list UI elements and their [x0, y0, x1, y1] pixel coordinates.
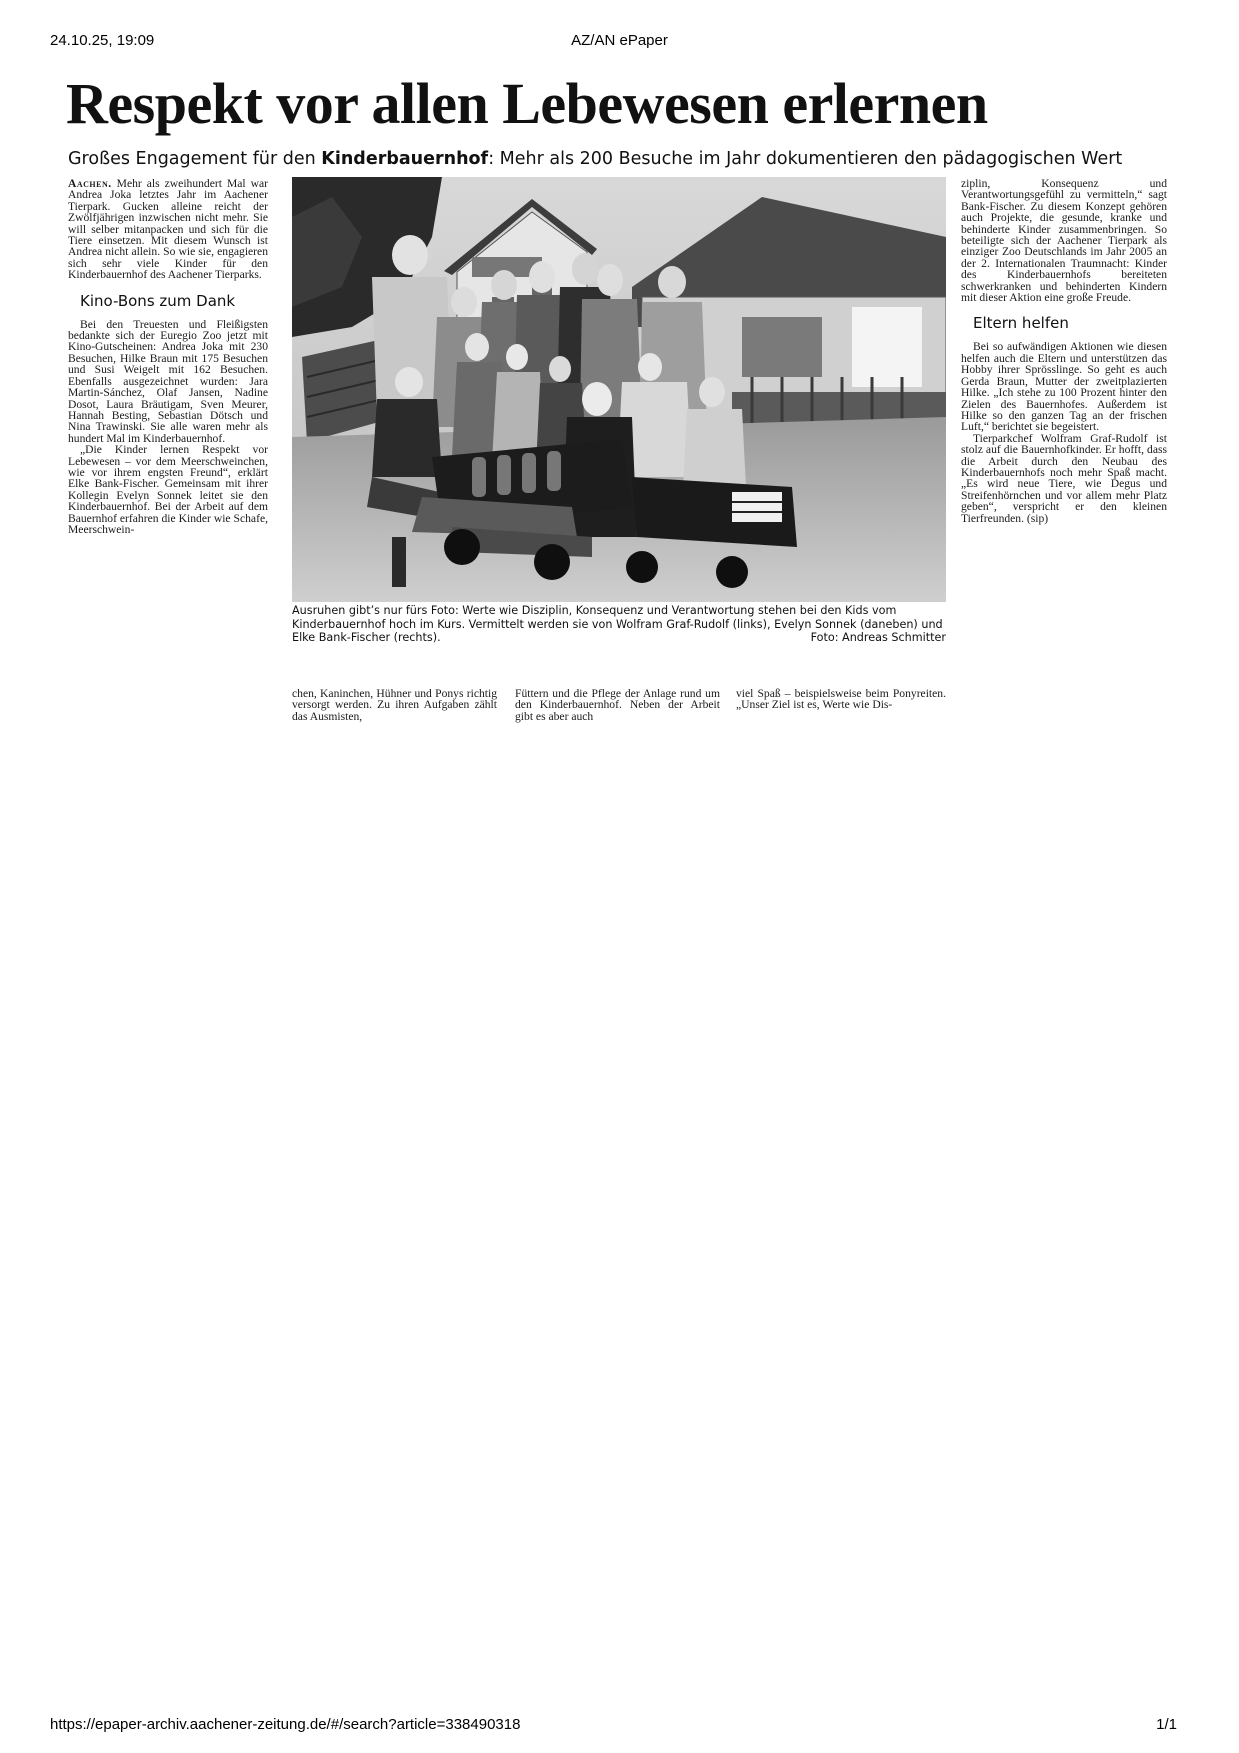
paragraph: chen, Kaninchen, Hühner und Ponys richtig versorgt werden. Zu ihren Aufgaben zählt das Ausmisten, — [292, 687, 497, 723]
photo-caption — [292, 604, 946, 645]
print-datetime: 24.10.25, 19:09 — [50, 32, 155, 49]
print-footer — [0, 1716, 1239, 1736]
article-subhead — [68, 148, 1168, 170]
dateline: Aachen. — [68, 177, 112, 190]
paragraph — [68, 178, 268, 281]
section-subheading: Kino-Bons zum Dank — [80, 291, 236, 310]
paragraph: Bei den Treuesten und Fleißigsten bedankte sich der Euregio Zoo jetzt mit Kino-Gutscheinen: Andrea Joka mit 230 Besuchen, Hilke Braun mit 175 Besuchen und Susi Weigelt mit 162 Besuchen. Ebenfalls ausgezeichnet wurden: Jara Martin-Sánchez, Olaf Jansen, Nadine Dosot, Laura Bräutigam, Sven Meurer, Hannah Besting, Sebastian Dötsch und Nina Trawinski. Sie alle waren mehr als hundert Mal im Kinderbauernhof. — [68, 317, 268, 445]
section-subheading: Eltern helfen — [973, 314, 1069, 333]
subhead-post: : Mehr als 200 Besuche im Jahr dokumentieren den pädagogischen Wert — [488, 149, 1123, 169]
paragraph: Füttern und die Pflege der Anlage rund um den Kinderbauernhof. Neben der Arbeit gibt es aber auch — [515, 687, 720, 723]
photo-credit: Foto: Andreas Schmitter — [810, 631, 946, 644]
caption-text: Ausruhen gibt’s nur fürs Foto: Werte wie Disziplin, Konsequenz und Verantwortung stehen bei den Kids vom Kinderbauernhof hoch im Kurs. Vermittelt werden sie von Wolfram Graf-Rudolf (links), Evelyn Sonnek (daneben) und Elke Bank-Fischer (rechts). — [292, 604, 943, 644]
page-url: https://epaper-archiv.aachener-zeitung.de/#/search?article=338490318 — [50, 1716, 521, 1733]
subhead-bold: Kinderbauernhof — [321, 149, 489, 169]
print-header — [0, 32, 1239, 52]
subhead-pre: Großes Engagement für den — [68, 149, 322, 169]
article-column-3 — [515, 687, 720, 723]
group-photo-image — [292, 177, 946, 602]
print-title: AZ/AN ePaper — [571, 32, 668, 49]
paragraph: viel Spaß – beispielsweise beim Ponyreiten. „Unser Ziel ist es, Werte wie Dis- — [736, 687, 946, 712]
article-column-1 — [68, 178, 268, 535]
article-photo — [292, 177, 946, 602]
newspaper-article — [60, 68, 1180, 723]
page-number: 1/1 — [1156, 1716, 1177, 1733]
paragraph: ziplin, Konsequenz und Verantwortungsgefühl zu vermitteln,“ sagt Bank-Fischer. Zu diesem Konzept gehören auch Projekte, die gesunde, kranke und behinderte Kinder zusammenbringen. So beteiligte sich der Aachener Tierpark als einziger Zoo Deutschlands im Jahr 2005 an der 2. Internationalen Traumnacht: Kinder des Kinderbauernhofs bereiteten schwerkranken und behinderten Kindern mit dieser Aktion eine große Freude. — [961, 177, 1167, 305]
paragraph: Tierparkchef Wolfram Graf-Rudolf ist stolz auf die Bauernhofkinder. Er hofft, dass die Arbeit durch den Neubau des Kinderbauernhofs noch mehr Spaß macht. „Es wird neue Tiere, wie Degus und Streifenhörnchen und vor allem mehr Platz geben“, verspricht er den kleinen Tierfreunden. (sip) — [961, 431, 1167, 525]
article-column-5 — [961, 178, 1167, 524]
paragraph: „Die Kinder lernen Respekt vor Lebewesen – vor dem Meerschweinchen, wie vor ihrem engsten Freund“, erklärt Elke Bank-Fischer. Gemeinsam mit ihrer Kollegin Evelyn Sonnek leitet sie den Kinderbauernhof. Bei der Arbeit auf dem Bauernhof erfahren die Kinder wie Schafe, Meerschwein- — [68, 443, 268, 536]
paragraph-text: Mehr als zweihundert Mal war Andrea Joka letztes Jahr im Aachener Tierpark. Gucken alleine reicht der Zwölfjährigen inzwischen nicht mehr. Sie will selber mitanpacken und sich für die Tiere einsetzen. Mit diesem Wunsch ist Andrea nicht allein. So wie sie, engagieren sich sehr viele Kinder für den Kinderbauernhof des Aachener Tierparks. — [68, 177, 268, 282]
article-headline: Respekt vor allen Lebewesen erlernen — [66, 71, 988, 136]
article-column-2 — [292, 687, 497, 723]
article-column-4 — [736, 688, 946, 712]
paragraph: Bei so aufwändigen Aktionen wie diesen helfen auch die Eltern und unterstützen das Hobby ihrer Sprösslinge. So geht es auch Gerda Braun, Mutter der zweitplazierten Hilke. „Ich stehe zu 100 Prozent hinter den Zielen des Bauernhofes. Außerdem ist Hilke so den ganzen Tag an der frischen Luft,“ berichtet sie begeistert. — [961, 340, 1167, 434]
